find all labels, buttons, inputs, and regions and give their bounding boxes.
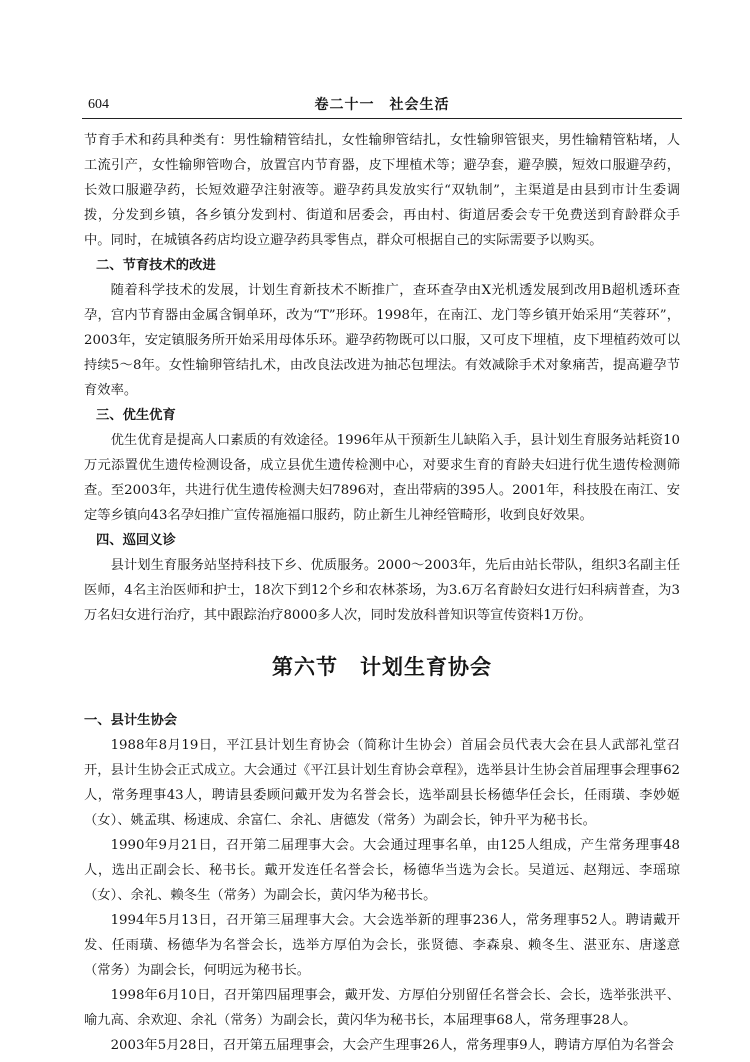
heading-tech-improvement: 二、节育技术的改进 <box>96 258 216 273</box>
paragraph-1998: 1998年6月10日，召开第四届理事会，戴开发、方厚伯分别留任名誉会长、会长，选举张洪平、喻九高、余欢迎、余礼（常务）为副会长，黄闪华为秘书长，本届理事68人，常务理事28人。 <box>84 988 680 1028</box>
page-content <box>84 128 680 1058</box>
paragraph-1990: 1990年9月21日，召开第二届理事大会。大会通过理事名单，由125人组成，产生常务理事48人，选出正副会长、秘书长。戴开发连任名誉会长，杨德华当选为会长。吴道远、赵翔远、李瑶琼（女）、余礼、赖冬生（常务）为副会长，黄闪华为秘书长。 <box>84 838 680 903</box>
paragraph-contraceptive-methods: 节育手术和药具种类有：男性输精管结扎，女性输卵管结扎，女性输卵管银夹，男性输精管粘堵，人工流引产，女性输卵管吻合，放置宫内节育器，皮下埋植术等；避孕套，避孕膜，短效口服避孕药，长效口服避孕药，长短效避孕注射液等。避孕药具发放实行“双轨制”，主渠道是由县到市计生委调拨，分发到乡镇，各乡镇分发到村、街道和居委会，再由村、街道居委会专干免费送到育龄群众手中。同时，在城镇各药店均设立避孕药具零售点，群众可根据自己的实际需要予以购买。 <box>84 133 680 248</box>
paragraph-mobile-clinic: 县计划生育服务站坚持科技下乡、优质服务。2000～2003年，先后由站长带队，组织3名副主任医师，4名主治医师和护士，18次下到12个乡和农林茶场，为3.6万名育龄妇女进行妇科病普查，为3万名妇女进行治疗，其中跟踪治疗8000多人次，同时发放科普知识等宣传资料1万份。 <box>84 558 680 623</box>
section-name: 计划生育协会 <box>360 655 492 679</box>
section-title <box>84 652 680 682</box>
heading-county-association: 一、县计生协会 <box>84 713 178 728</box>
paragraph-tech-improvement: 随着科学技术的发展，计划生育新技术不断推广，查环查孕由X光机透发展到改用B超机透环查孕，宫内节育器由金属含铜单环，改为“T”形环。1998年，在南江、龙门等乡镇开始采用“芙蓉环”，2003年，安定镇服务所开始采用母体乐环。避孕药物既可以口服，又可皮下埋植，皮下埋植药效可以持续5～8年。女性输卵管结扎术，由改良法改进为抽芯包埋法。有效减除手术对象痛苦，提高避孕节育效率。 <box>84 283 680 398</box>
heading-eugenics: 三、优生优育 <box>96 408 176 423</box>
page-header <box>82 96 682 119</box>
heading-mobile-clinic: 四、巡回义诊 <box>96 533 176 548</box>
paragraph-1988: 1988年8月19日，平江县计划生育协会（简称计生协会）首届会员代表大会在县人武部礼堂召开，县计生协会正式成立。大会通过《平江县计划生育协会章程》，选举县计生协会首届理事会理事62人，常务理事43人，聘请县委顾问戴开发为名誉会长，选举副县长杨德华任会长，任雨璜、李妙姬（女）、姚孟琪、杨速成、余富仁、余礼、唐德发（常务）为副会长，钟升平为秘书长。 <box>84 738 680 828</box>
page-number: 604 <box>88 97 109 112</box>
running-title: 卷二十一 社会生活 <box>314 97 450 113</box>
paragraph-1994: 1994年5月13日，召开第三届理事大会。大会选举新的理事236人，常务理事52人。聘请戴开发、任雨璜、杨德华为名誉会长，选举方厚伯为会长，张贤德、李森泉、赖冬生、湛亚东、唐遂意（常务）为副会长，何明远为秘书长。 <box>84 913 680 978</box>
section-number: 第六节 <box>272 655 338 679</box>
paragraph-2003: 2003年5月28日，召开第五届理事会，大会产生理事26人，常务理事9人，聘请方厚伯为名誉会 <box>110 1038 674 1053</box>
paragraph-eugenics: 优生优育是提高人口素质的有效途径。1996年从干预新生儿缺陷入手，县计划生育服务站耗资10万元添置优生遗传检测设备，成立县优生遗传检测中心，对要求生育的育龄夫妇进行优生遗传检测筛查。至2003年，共进行优生遗传检测夫妇7896对，查出带病的395人。2001年，科技股在南江、安定等乡镇向43名孕妇推广宣传福施福口服药，防止新生儿神经管畸形，收到良好效果。 <box>84 433 680 523</box>
